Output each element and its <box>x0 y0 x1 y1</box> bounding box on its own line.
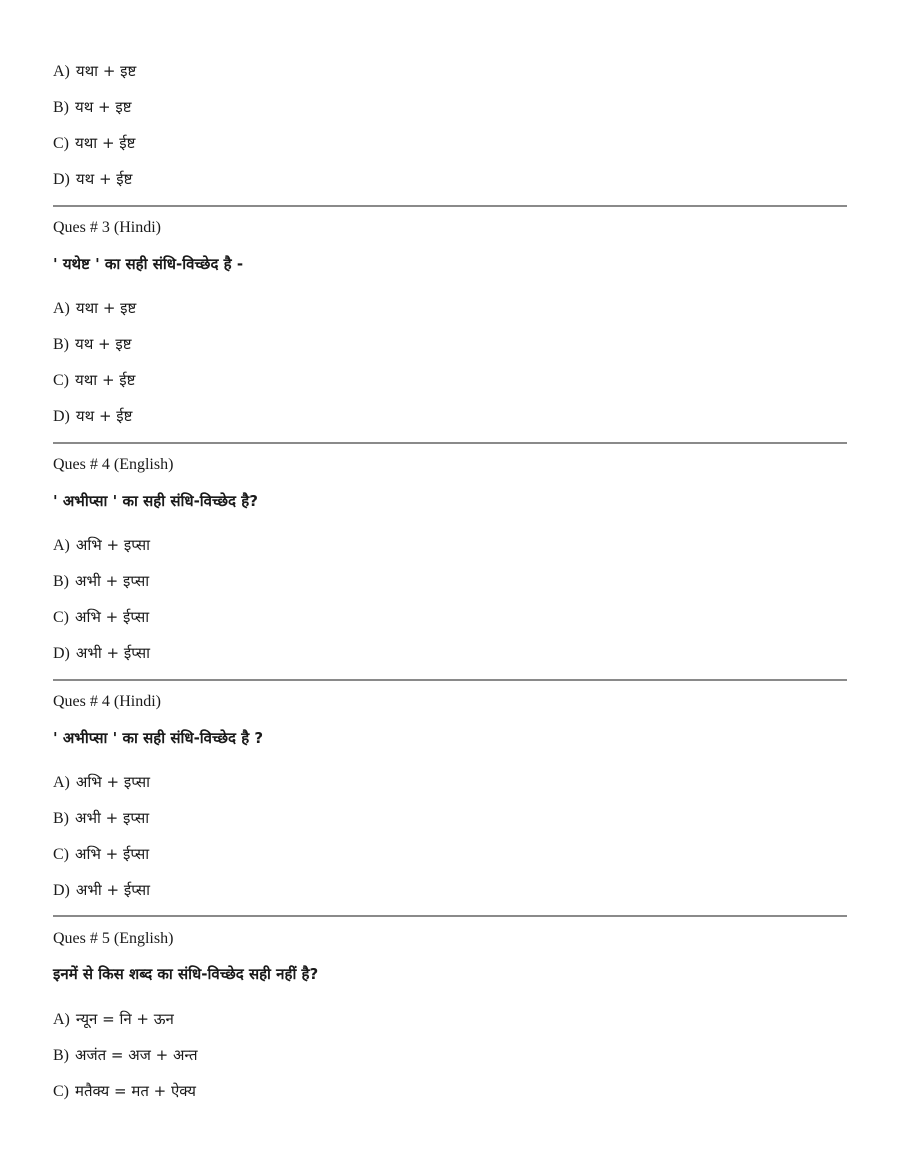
option-text: अभी + इप्सा <box>75 572 150 590</box>
option-b <box>53 807 149 830</box>
option-text: अभि + इप्सा <box>75 536 150 554</box>
option-letter: B) <box>53 573 69 590</box>
option-letter: C) <box>53 609 69 626</box>
option-b <box>53 333 132 356</box>
option-d <box>53 168 132 191</box>
option-c <box>53 1080 196 1103</box>
option-letter: B) <box>53 336 69 353</box>
option-letter: A) <box>53 1011 70 1028</box>
section-divider <box>53 915 847 917</box>
section-divider <box>53 679 847 681</box>
option-letter: A) <box>53 537 70 554</box>
option-d <box>53 879 150 902</box>
option-letter: B) <box>53 810 69 827</box>
option-letter: C) <box>53 372 69 389</box>
question-text: ' अभीप्सा ' का सही संधि-विच्छेद है ? <box>53 729 264 747</box>
option-b <box>53 1044 198 1067</box>
option-c <box>53 369 135 392</box>
option-a <box>53 1008 174 1031</box>
option-letter: A) <box>53 63 70 80</box>
option-a <box>53 771 150 794</box>
option-text: अभी + ईप्सा <box>75 644 150 662</box>
option-text: यथ + ईष्ट <box>75 170 133 188</box>
option-text: न्यून = नि + ऊन <box>75 1010 174 1028</box>
option-letter: A) <box>53 300 70 317</box>
option-c <box>53 132 135 155</box>
option-a <box>53 297 136 320</box>
option-letter: D) <box>53 645 70 662</box>
option-a <box>53 60 136 83</box>
option-b <box>53 96 132 119</box>
option-letter: D) <box>53 171 70 188</box>
option-b <box>53 570 149 593</box>
option-text: यथ + ईष्ट <box>75 407 133 425</box>
option-letter: B) <box>53 99 69 116</box>
option-text: यथा + ईष्ट <box>75 134 136 152</box>
option-text: यथ + इष्ट <box>75 335 132 353</box>
question-text: ' अभीप्सा ' का सही संधि-विच्छेद है? <box>53 492 258 510</box>
option-text: अजंत = अज + अन्त <box>75 1046 198 1064</box>
question-text: ' यथेष्ट ' का सही संधि-विच्छेद है - <box>53 255 244 273</box>
option-letter: B) <box>53 1047 69 1064</box>
option-text: अभि + ईप्सा <box>75 845 150 863</box>
option-text: मतैक्य = मत + ऐक्य <box>75 1082 196 1100</box>
section-divider <box>53 205 847 207</box>
question-heading: Ques # 4 (Hindi) <box>53 693 161 710</box>
option-a <box>53 534 150 557</box>
option-text: यथा + इष्ट <box>75 62 137 80</box>
question-heading: Ques # 4 (English) <box>53 456 174 473</box>
question-text: इनमें से किस शब्द का संधि-विच्छेद सही नहीं है? <box>53 965 319 983</box>
option-text: यथा + इष्ट <box>75 299 137 317</box>
option-c <box>53 606 149 629</box>
option-text: अभी + ईप्सा <box>75 881 150 899</box>
option-letter: A) <box>53 774 70 791</box>
option-d <box>53 405 132 428</box>
option-text: यथ + इष्ट <box>75 98 132 116</box>
option-text: यथा + ईष्ट <box>75 371 136 389</box>
option-text: अभी + इप्सा <box>75 809 150 827</box>
option-letter: C) <box>53 1083 69 1100</box>
question-heading: Ques # 3 (Hindi) <box>53 219 161 236</box>
option-letter: C) <box>53 846 69 863</box>
option-text: अभि + इप्सा <box>75 773 150 791</box>
option-letter: D) <box>53 882 70 899</box>
option-text: अभि + ईप्सा <box>75 608 150 626</box>
section-divider <box>53 442 847 444</box>
question-heading: Ques # 5 (English) <box>53 930 174 947</box>
option-letter: D) <box>53 408 70 425</box>
option-d <box>53 642 150 665</box>
option-c <box>53 843 149 866</box>
option-letter: C) <box>53 135 69 152</box>
